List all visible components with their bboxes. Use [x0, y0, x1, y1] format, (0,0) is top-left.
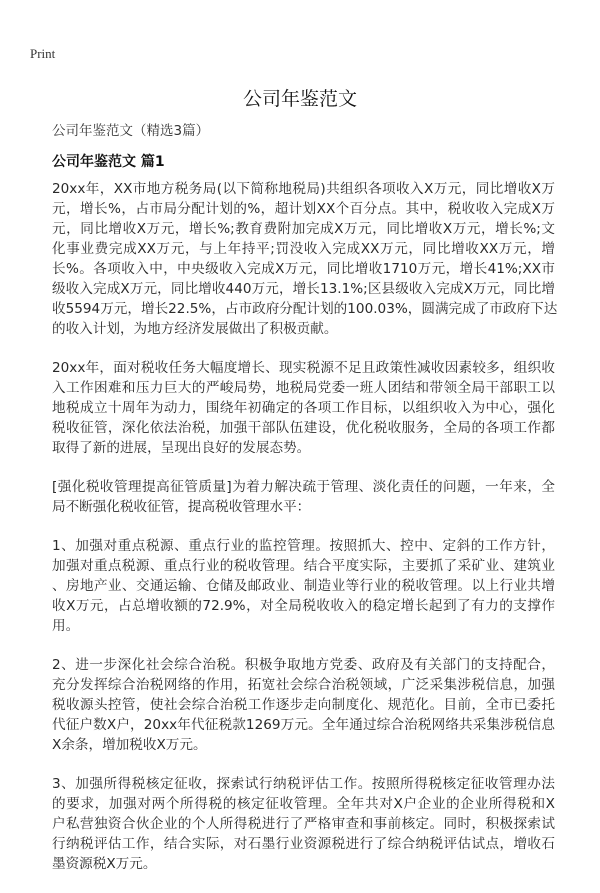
- paragraph-line: 级收入完成X万元，同比增收440万元，增长13.1%;区县级收入完成X万元，同比增: [52, 281, 555, 297]
- print-link[interactable]: Print: [30, 46, 56, 61]
- paragraph-line: 取得了新的进展，呈现出良好的发展态势。: [52, 440, 311, 456]
- paragraph: [52, 774, 555, 874]
- paragraph-line: 3、加强所得税核定征收，探索试行纳税评估工作。按照所得税核定征收管理办法: [52, 776, 555, 792]
- paragraph-line: 20xx年，面对税收任务大幅度增长、现实税源不足且政策性减收因素较多，组织收: [52, 360, 555, 376]
- paragraph-line: 地税成立十周年为动力，围绕年初确定的各项工作目标，以组织收入为中心，强化: [52, 400, 555, 416]
- paragraph-line: 用。: [52, 618, 80, 634]
- paragraph-line: 元，同比增收X万元，增长%;教育费附加完成X万元，同比增收X万元，增长%;文: [52, 221, 555, 237]
- paragraph: [52, 655, 555, 755]
- paragraph-line: X余条，增加税收X万元。: [52, 737, 207, 753]
- paragraph-line: 入工作困难和压力巨大的严峻局势，地税局党委一班人团结和带领全局干部职工以: [52, 380, 555, 396]
- paragraph-line: 充分发挥综合治税网络的作用，拓宽社会综合治税领域，广泛采集涉税信息，加强: [52, 677, 555, 693]
- document-subtitle: 公司年鉴范文（精选3篇）: [52, 123, 210, 139]
- document-body: [52, 179, 558, 893]
- paragraph-line: [强化税收管理提高征管质量]为着力解决疏于管理、淡化责任的问题，一年来，全: [52, 479, 555, 495]
- section-heading: 公司年鉴范文 篇1: [52, 154, 165, 170]
- page-title: 公司年鉴范文: [242, 88, 357, 110]
- paragraph-line: 税收征管，深化依法治税，加强干部队伍建设，优化税收服务，全局的各项工作都: [52, 420, 555, 436]
- paragraph-line: 20xx年，XX市地方税务局(以下简称地税局)共组织各项收入X万元，同比增收X万: [52, 181, 555, 197]
- paragraph-line: 加强对重点税源、重点行业的税收管理。结合平度实际，主要抓了采矿业、建筑业: [52, 558, 555, 574]
- paragraph-line: 化事业费完成XX万元，与上年持平;罚没收入完成XX万元，同比增收XX万元，增: [52, 241, 555, 257]
- paragraph-line: 的要求，加强对两个所得税的核定征收管理。全年共对X户企业的企业所得税和X: [52, 796, 555, 812]
- paragraph-line: 户私营独资合伙企业的个人所得税进行了严格审查和事前核定。同时，积极探索试: [52, 816, 555, 832]
- paragraph-line: 收X万元，占总增收额的72.9%，对全局税收收入的稳定增长起到了有力的支撑作: [52, 598, 555, 614]
- paragraph-line: 墨资源税X万元。: [52, 856, 157, 872]
- paragraph-line: 局不断强化税收征管，提高税收管理水平：: [52, 499, 311, 515]
- paragraph-line: 代征户数X户，20xx年代征税款1269万元。全年通过综合治税网络共采集涉税信息: [52, 717, 555, 733]
- paragraph-line: 的收入计划，为地方经济发展做出了积极贡献。: [52, 321, 338, 337]
- paragraph: [52, 358, 555, 458]
- paragraph-line: 元，增长%，占市局分配计划的%，超计划XX个百分点。其中，税收收入完成X万: [52, 201, 555, 217]
- paragraph-line: 2、进一步深化社会综合治税。积极争取地方党委、政府及有关部门的支持配合，: [52, 657, 555, 673]
- paragraph-line: 税收源头控管，使社会综合治税工作逐步走向制度化、规范化。目前，全市已委托: [52, 697, 555, 713]
- paragraph-line: 长%。各项收入中，中央级收入完成X万元，同比增收1710万元，增长41%;XX市: [52, 261, 555, 277]
- paragraph-line: 、房地产业、交通运输、仓储及邮政业、制造业等行业的税收管理。以上行业共增: [52, 578, 555, 594]
- paragraph-line: 行纳税评估工作，结合实际，对石墨行业资源税进行了综合纳税评估试点，增收石: [52, 836, 555, 852]
- paragraph-line: 收5594万元，增长22.5%，占市政府分配计划的100.03%，圆满完成了市政府下达: [52, 301, 558, 317]
- paragraph-line: 1、加强对重点税源、重点行业的监控管理。按照抓大、控中、定斜的工作方针，: [52, 538, 555, 554]
- paragraph: [52, 477, 555, 517]
- paragraph: [52, 179, 558, 339]
- paragraph: [52, 536, 555, 636]
